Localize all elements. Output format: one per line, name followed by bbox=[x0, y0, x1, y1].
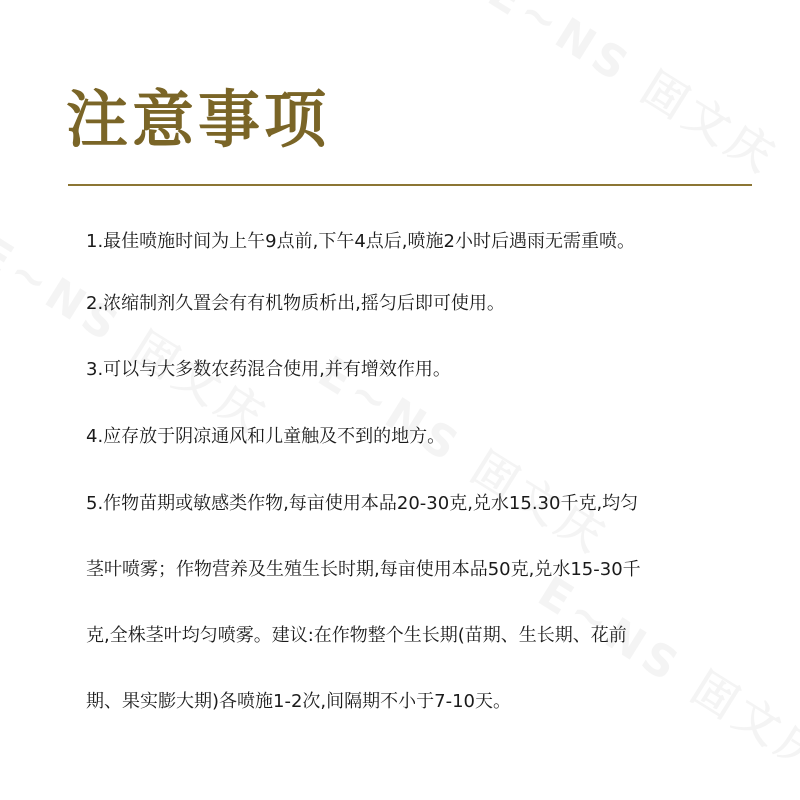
note-item-2 bbox=[86, 271, 505, 337]
note-4-line-1: 4.应存放于阴凉通风和儿童触及不到的地方。 bbox=[86, 426, 446, 447]
note-5-line-4: 期、果实膨大期)各喷施1-2次,间隔期不小于7-10天。 bbox=[86, 691, 511, 712]
note-5-line-3: 克,全株茎叶均匀喷雾。建议:在作物整个生长期(苗期、生长期、花前 bbox=[86, 625, 627, 646]
note-1-line-1: 1.最佳喷施时间为上午9点前,下午4点后,喷施2小时后遇雨无需重喷。 bbox=[86, 231, 635, 252]
watermark-1 bbox=[478, 0, 792, 187]
note-5-line-1: 5.作物苗期或敏感类作物,每亩使用本品20-30克,兑水15.30千克,均匀 bbox=[86, 493, 639, 514]
note-item-4 bbox=[86, 404, 445, 470]
note-item-1 bbox=[86, 209, 635, 275]
note-item-5 bbox=[86, 471, 641, 735]
note-item-3 bbox=[86, 337, 451, 403]
note-3-line-1: 3.可以与大多数农药混合使用,并有增效作用。 bbox=[86, 359, 451, 380]
note-2-line-1: 2.浓缩制剂久置会有有机物质析出,摇匀后即可使用。 bbox=[86, 293, 505, 314]
note-5-line-2: 茎叶喷雾；作物营养及生殖生长时期,每亩使用本品50克,兑水15-30千 bbox=[86, 559, 641, 580]
title-divider bbox=[68, 184, 752, 186]
page-title: 注意事项 bbox=[66, 83, 331, 156]
